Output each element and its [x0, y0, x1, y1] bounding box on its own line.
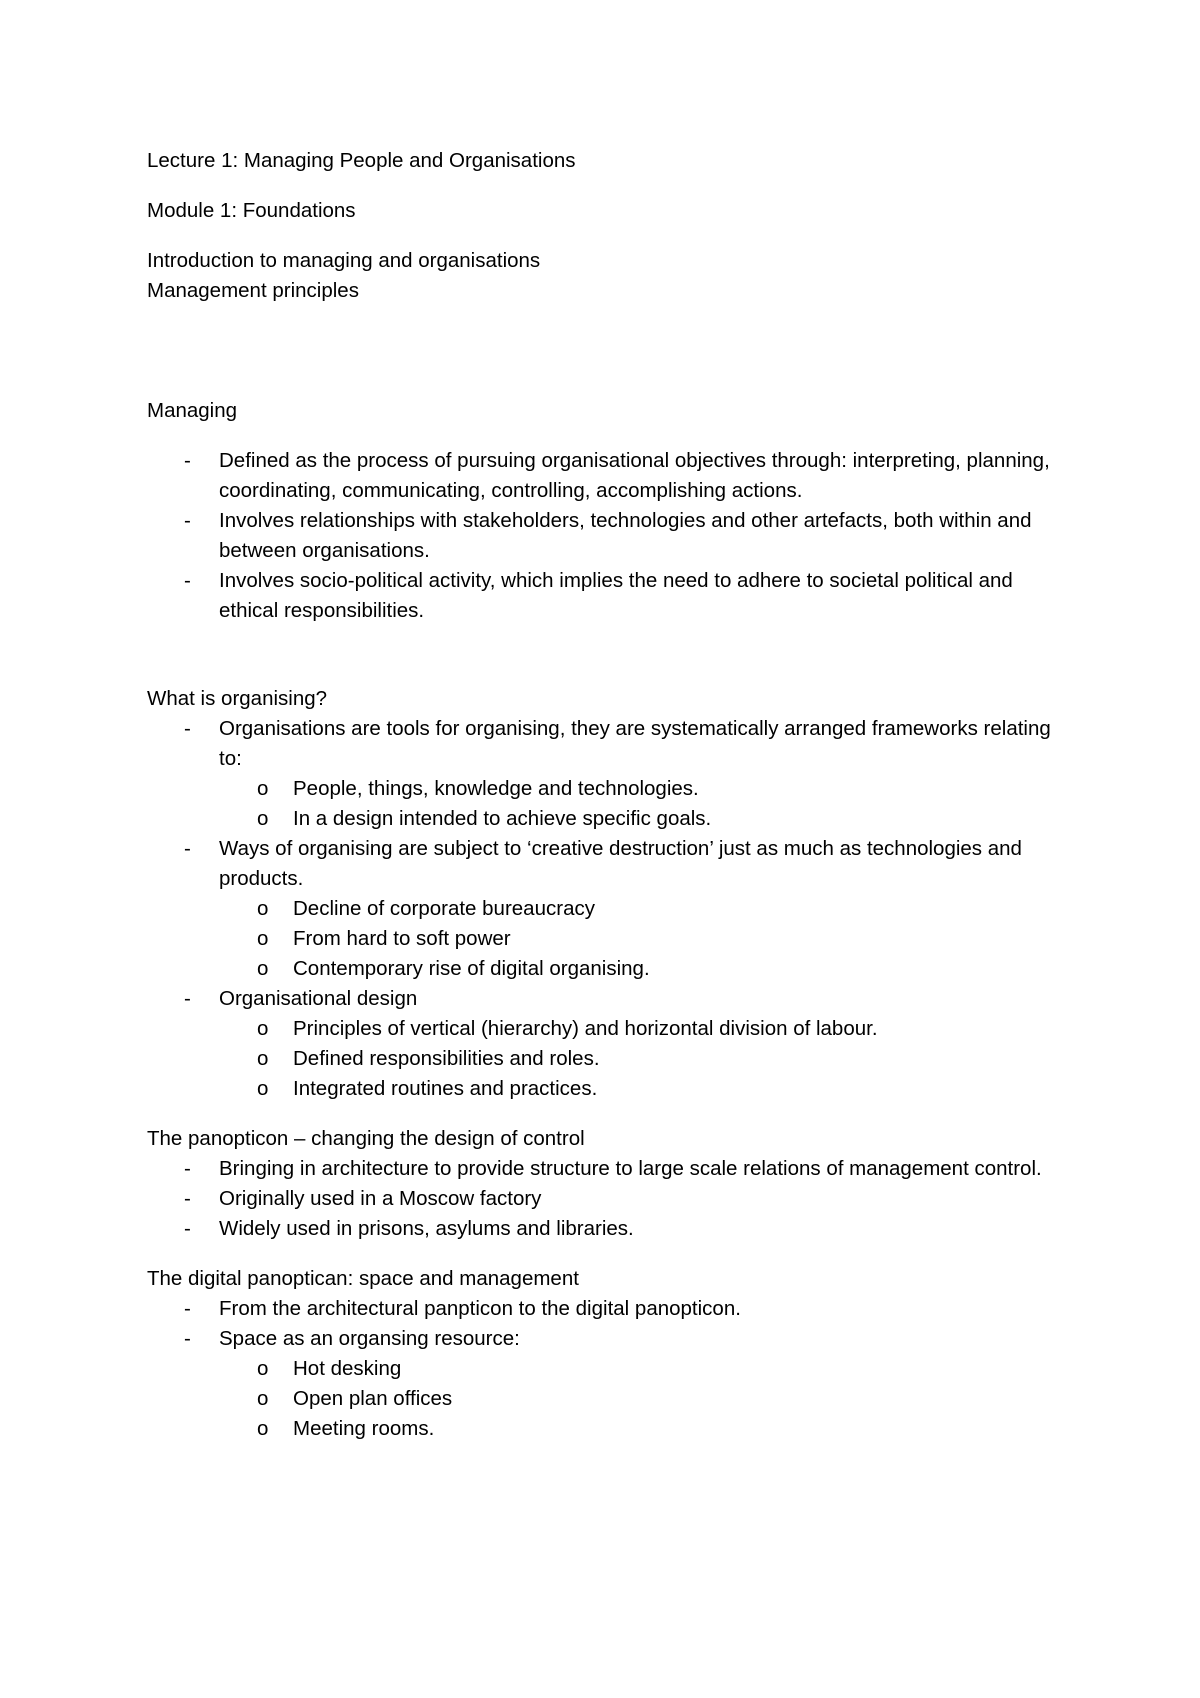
sub-list-item-text: Hot desking — [293, 1357, 402, 1380]
list-item-text: Bringing in architecture to provide structure to large scale relations of management control. — [219, 1157, 1042, 1180]
sub-list-item-text: Contemporary rise of digital organising. — [293, 957, 650, 980]
list-item — [147, 1324, 1077, 1444]
sub-list-item-text: From hard to soft power — [293, 927, 511, 950]
dash-marker: - — [184, 987, 191, 1010]
topic-line: Management principles — [147, 279, 359, 302]
list-item-text: From the architectural panpticon to the digital panopticon. — [219, 1297, 741, 1320]
module-title: Module 1: Foundations — [147, 199, 356, 222]
sub-list-item-text: People, things, knowledge and technologies. — [293, 777, 699, 800]
dash-marker: - — [184, 1327, 191, 1350]
circle-marker: o — [257, 1017, 269, 1040]
sub-list-item-text: Principles of vertical (hierarchy) and horizontal division of labour. — [293, 1017, 878, 1040]
list-item — [147, 714, 1077, 834]
list-item-text: Defined as the process of pursuing organisational objectives through: interpreting, planning, coordinating, communicating, controlling, accomplishing actions. — [219, 449, 1050, 502]
section-heading-panopticon: The panopticon – changing the design of control — [147, 1127, 585, 1150]
sub-list-item — [219, 924, 1077, 954]
sub-list — [219, 774, 1077, 834]
list-item — [147, 566, 1077, 626]
section-heading-managing: Managing — [147, 399, 238, 422]
circle-marker: o — [257, 897, 269, 920]
sub-list — [219, 1014, 1077, 1104]
panopticon-list — [147, 1154, 1077, 1244]
dash-marker: - — [184, 569, 191, 592]
sub-list-item-text: Open plan offices — [293, 1387, 453, 1410]
sub-list-item — [219, 804, 1077, 834]
circle-marker: o — [257, 1417, 269, 1440]
digital-list — [147, 1294, 1077, 1444]
sub-list-item — [219, 1354, 1077, 1384]
sub-list-item — [219, 1014, 1077, 1044]
dash-marker: - — [184, 1297, 191, 1320]
list-item-text: Ways of organising are subject to ‘creative destruction’ just as much as technologies and products. — [219, 837, 1022, 890]
list-item — [147, 1294, 1077, 1324]
dash-marker: - — [184, 509, 191, 532]
section-heading-digital: The digital panoptican: space and management — [147, 1267, 579, 1290]
document-body — [147, 146, 1077, 1444]
dash-marker: - — [184, 1217, 191, 1240]
section-heading-organising: What is organising? — [147, 687, 328, 710]
circle-marker: o — [257, 927, 269, 950]
dash-marker: - — [184, 1187, 191, 1210]
sub-list-item — [219, 1384, 1077, 1414]
list-item — [147, 834, 1077, 984]
circle-marker: o — [257, 777, 269, 800]
dash-marker: - — [184, 717, 191, 740]
sub-list-item-text: Meeting rooms. — [293, 1417, 435, 1440]
sub-list-item — [219, 1074, 1077, 1104]
list-item — [147, 506, 1077, 566]
sub-list-item-text: Defined responsibilities and roles. — [293, 1047, 600, 1070]
list-item-text: Organisational design — [219, 987, 418, 1010]
dash-marker: - — [184, 449, 191, 472]
list-item-text: Originally used in a Moscow factory — [219, 1187, 542, 1210]
sub-list-item-text: In a design intended to achieve specific goals. — [293, 807, 712, 830]
list-item-text: Involves relationships with stakeholders, technologies and other artefacts, both within and between organisations. — [219, 509, 1032, 562]
sub-list — [219, 894, 1077, 984]
circle-marker: o — [257, 1077, 269, 1100]
lecture-title: Lecture 1: Managing People and Organisations — [147, 149, 576, 172]
list-item-text: Organisations are tools for organising, they are systematically arranged frameworks relating to: — [219, 717, 1051, 770]
list-item — [147, 1184, 1077, 1214]
managing-list — [147, 446, 1077, 626]
topic-line: Introduction to managing and organisations — [147, 249, 541, 272]
list-item — [147, 446, 1077, 506]
circle-marker: o — [257, 807, 269, 830]
sub-list-item — [219, 954, 1077, 984]
list-item-text: Widely used in prisons, asylums and libraries. — [219, 1217, 634, 1240]
circle-marker: o — [257, 957, 269, 980]
sub-list — [219, 1354, 1077, 1444]
dash-marker: - — [184, 1157, 191, 1180]
organising-list — [147, 714, 1077, 1104]
list-item-text: Space as an organsing resource: — [219, 1327, 520, 1350]
list-item — [147, 1154, 1077, 1184]
sub-list-item-text: Integrated routines and practices. — [293, 1077, 598, 1100]
sub-list-item — [219, 1414, 1077, 1444]
sub-list-item — [219, 894, 1077, 924]
circle-marker: o — [257, 1047, 269, 1070]
circle-marker: o — [257, 1387, 269, 1410]
sub-list-item-text: Decline of corporate bureaucracy — [293, 897, 595, 920]
list-item — [147, 984, 1077, 1104]
list-item-text: Involves socio-political activity, which implies the need to adhere to societal political and ethical responsibilities. — [219, 569, 1013, 622]
list-item — [147, 1214, 1077, 1244]
dash-marker: - — [184, 837, 191, 860]
sub-list-item — [219, 1044, 1077, 1074]
sub-list-item — [219, 774, 1077, 804]
circle-marker: o — [257, 1357, 269, 1380]
